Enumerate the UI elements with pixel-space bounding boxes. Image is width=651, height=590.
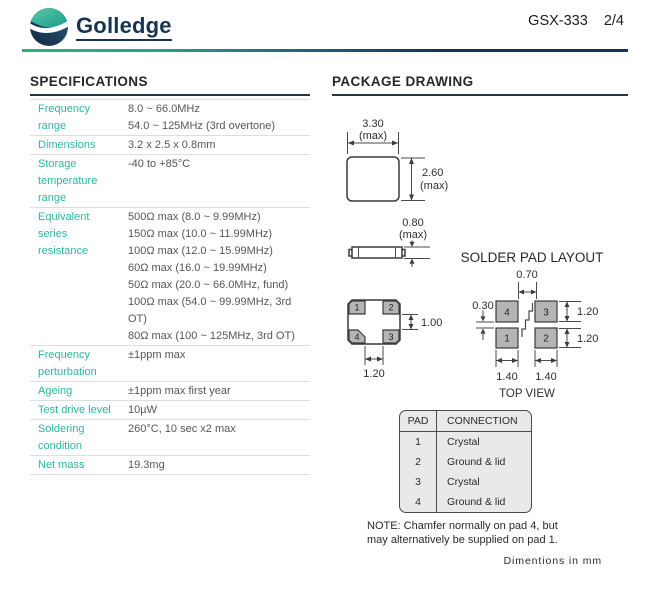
spec-label: Frequency perturbation bbox=[38, 349, 97, 378]
land-pad-3-label: 3 bbox=[543, 307, 549, 319]
spec-row bbox=[30, 382, 310, 401]
spec-row bbox=[30, 208, 310, 346]
specifications-section bbox=[30, 74, 310, 475]
spec-label: Soldering condition bbox=[38, 423, 85, 452]
note-text bbox=[367, 520, 558, 547]
spec-label: Dimensions bbox=[38, 139, 96, 151]
spec-value bbox=[120, 420, 310, 455]
pad-table-row bbox=[400, 472, 531, 492]
spec-value-line: 150Ω max (10.0 ~ 11.99MHz) bbox=[128, 228, 273, 240]
pad-connection-table bbox=[399, 410, 532, 513]
spec-row bbox=[30, 401, 310, 420]
spec-label: Test drive level bbox=[38, 404, 111, 416]
spec-value bbox=[120, 456, 310, 474]
package-side-view-drawing bbox=[349, 217, 430, 267]
spec-value bbox=[120, 401, 310, 419]
header-divider bbox=[22, 49, 628, 52]
spec-label: Storage temperature range bbox=[38, 158, 98, 204]
solder-pad-layout-title: SOLDER PAD LAYOUT bbox=[460, 250, 604, 265]
dim-land-width-left: 1.40 bbox=[496, 371, 518, 383]
spec-row bbox=[30, 136, 310, 155]
land-pad-1-label: 1 bbox=[504, 333, 510, 345]
dim-body-thickness: 0.80 bbox=[402, 217, 424, 229]
pad-number-cell: 4 bbox=[400, 492, 437, 512]
dim-max-label: (max) bbox=[358, 130, 388, 142]
spec-row bbox=[30, 100, 310, 136]
spec-value-line: 100Ω max (12.0 ~ 15.99MHz) bbox=[128, 245, 273, 257]
package-top-view-drawing bbox=[347, 118, 448, 201]
spec-value-line: 19.3mg bbox=[128, 459, 165, 471]
spec-value-line: 60Ω max (16.0 ~ 19.99MHz) bbox=[128, 262, 267, 274]
spec-value bbox=[120, 382, 310, 400]
spec-value bbox=[120, 136, 310, 154]
spec-value-line: 54.0 ~ 125MHz (3rd overtone) bbox=[128, 120, 276, 132]
units-note: Dimentions in mm bbox=[503, 555, 602, 567]
bottom-pad-4-label: 4 bbox=[354, 332, 360, 342]
pad-connection-cell: Ground & lid bbox=[447, 496, 506, 508]
part-number: GSX-333 bbox=[528, 13, 588, 29]
spec-value bbox=[120, 155, 310, 207]
spec-value-line: -40 to +85°C bbox=[128, 158, 191, 170]
specifications-title: SPECIFICATIONS bbox=[30, 74, 310, 96]
spec-value-line: 3.2 x 2.5 x 0.8mm bbox=[128, 139, 216, 151]
package-bottom-view-drawing bbox=[348, 300, 442, 380]
dim-land-height-top: 1.20 bbox=[577, 306, 599, 318]
pad-table-row bbox=[400, 492, 531, 512]
brand-wordmark: Golledge bbox=[76, 13, 172, 41]
dim-max-label: (max) bbox=[420, 180, 449, 192]
document-reference bbox=[528, 13, 624, 29]
land-pad-2-label: 2 bbox=[543, 333, 549, 345]
pad-table-row bbox=[400, 432, 531, 452]
golledge-logo-icon bbox=[29, 7, 69, 47]
spec-label: Ageing bbox=[38, 385, 73, 397]
land-pad-4-label: 4 bbox=[504, 307, 510, 319]
pad-table-header bbox=[400, 411, 531, 432]
spec-value-line: 8.0 ~ 66.0MHz bbox=[128, 103, 200, 115]
pad-table-row bbox=[400, 452, 531, 472]
spec-value-line: 50Ω max (20.0 ~ 66.0MHz, fund) bbox=[128, 279, 289, 291]
spec-value bbox=[120, 346, 310, 381]
note-line-2: may alternatively be supplied on pad 1. bbox=[367, 533, 558, 546]
spec-row bbox=[30, 456, 310, 475]
spec-table bbox=[30, 99, 310, 475]
spec-row bbox=[30, 420, 310, 456]
dim-body-height: 2.60 bbox=[422, 167, 444, 179]
dim-land-row-gap: 0.30 bbox=[472, 300, 494, 312]
pad-connection-cell: Crystal bbox=[447, 436, 480, 448]
spec-row bbox=[30, 155, 310, 208]
connection-column-header: CONNECTION bbox=[447, 415, 518, 427]
dim-land-col-gap: 0.70 bbox=[516, 269, 538, 281]
dim-max-label: (max) bbox=[398, 229, 428, 241]
spec-value-line: 260°C, 10 sec x2 max bbox=[128, 423, 236, 435]
dim-land-width-right: 1.40 bbox=[535, 371, 557, 383]
dim-body-width: 3.30 bbox=[362, 118, 384, 130]
spec-value bbox=[120, 208, 310, 345]
pad-connection-cell: Crystal bbox=[447, 476, 480, 488]
spec-value-line: 100Ω max (54.0 ~ 99.99MHz, 3rd OT) bbox=[128, 296, 292, 325]
brand-logo bbox=[29, 7, 172, 47]
spec-value-line: ±1ppm max first year bbox=[128, 385, 231, 397]
pad-connection-cell: Ground & lid bbox=[447, 456, 506, 468]
solder-pad-layout-drawing bbox=[461, 250, 604, 400]
dim-land-height-bottom: 1.20 bbox=[577, 333, 599, 345]
pad-column-header: PAD bbox=[400, 411, 437, 431]
chamfer-mark bbox=[522, 303, 533, 337]
package-drawing-title: PACKAGE DRAWING bbox=[332, 74, 628, 96]
dim-pad-gap-horizontal: 1.20 bbox=[363, 368, 385, 380]
spec-label: Net mass bbox=[38, 459, 85, 471]
pad-table-body bbox=[400, 432, 531, 512]
pad-number-cell: 2 bbox=[400, 452, 437, 472]
note-line-1: NOTE: Chamfer normally on pad 4, but bbox=[367, 520, 558, 532]
spec-row bbox=[30, 346, 310, 382]
spec-value-line: 500Ω max (8.0 ~ 9.99MHz) bbox=[128, 211, 261, 223]
spec-value bbox=[120, 100, 310, 135]
spec-value-line: 10µW bbox=[128, 404, 157, 416]
pad-number-cell: 3 bbox=[400, 472, 437, 492]
spec-label: Equivalent series resistance bbox=[38, 211, 90, 257]
top-view-caption: TOP VIEW bbox=[499, 388, 555, 400]
page-number: 2/4 bbox=[603, 13, 624, 29]
package-drawing-section bbox=[332, 74, 628, 96]
pad-number-cell: 1 bbox=[400, 432, 437, 452]
spec-value-line: ±1ppm max bbox=[128, 349, 186, 361]
dim-pad-gap-vertical: 1.00 bbox=[421, 317, 443, 329]
bottom-pad-2-label: 2 bbox=[388, 302, 394, 313]
bottom-pad-3-label: 3 bbox=[388, 332, 394, 342]
spec-value-line: 80Ω max (100 ~ 125MHz, 3rd OT) bbox=[128, 330, 295, 342]
spec-label: Frequency range bbox=[38, 103, 90, 132]
bottom-pad-1-label: 1 bbox=[354, 302, 360, 313]
